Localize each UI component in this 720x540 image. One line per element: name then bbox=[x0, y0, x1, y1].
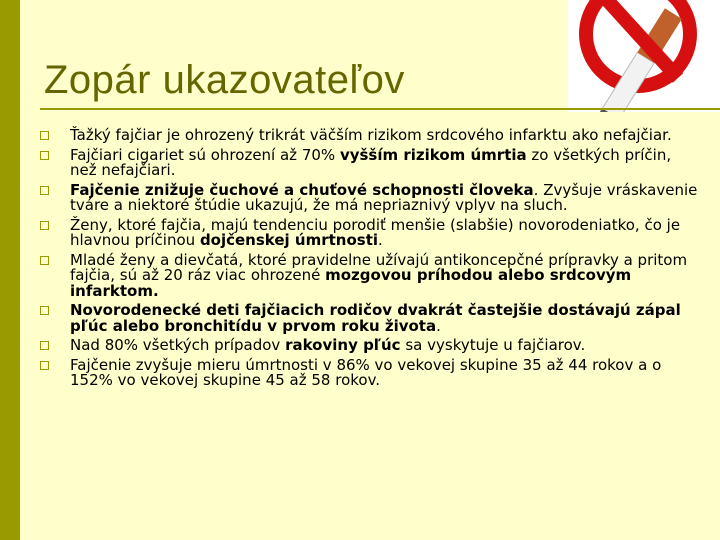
list-item bbox=[40, 180, 700, 214]
bold-text-segment: mozgovou príhodou alebo srdcovým infarktom. bbox=[70, 266, 632, 300]
bold-text-segment: rakoviny pľúc bbox=[285, 336, 401, 354]
square-bullet-icon bbox=[40, 341, 49, 350]
bullet-list bbox=[40, 128, 700, 393]
text-segment: Ženy, ktoré fajčia, majú tendenciu porodiť menšie (slabšie) novorodeniatko, čo je hlavnou príčinou bbox=[70, 215, 681, 249]
square-bullet-icon bbox=[40, 361, 49, 370]
text-segment: Fajčenie zvyšuje mieru úmrtnosti v 86% vo vekovej skupine 35 až 44 rokov a o 152% vo vekovej skupine 45 až 58 rokov. bbox=[70, 355, 662, 389]
bold-text-segment: dojčenskej úmrtnosti bbox=[199, 231, 379, 249]
list-item bbox=[40, 215, 700, 249]
square-bullet-icon bbox=[40, 221, 49, 230]
text-segment: Ťažký fajčiar je ohrozený trikrát väčším rizikom srdcového infarktu ako nefajčiar. bbox=[70, 126, 672, 144]
square-bullet-icon bbox=[40, 186, 49, 195]
square-bullet-icon bbox=[40, 256, 49, 265]
list-item bbox=[40, 338, 700, 354]
square-bullet-icon bbox=[40, 131, 49, 140]
text-segment: sa vyskytuje u fajčiarov. bbox=[400, 336, 586, 354]
text-segment: . bbox=[436, 316, 441, 335]
text-segment: Nad 80% všetkých prípadov bbox=[70, 336, 286, 354]
list-item bbox=[40, 303, 700, 334]
text-segment: . bbox=[378, 231, 383, 249]
no-smoking-cigarette-icon bbox=[568, 0, 720, 112]
square-bullet-icon bbox=[40, 306, 49, 315]
list-item bbox=[40, 355, 700, 389]
slide-title: Zopár ukazovateľov bbox=[44, 58, 405, 102]
text-segment: . Zvyšuje vráskavenie tváre a niektoré štúdie ukazujú, že má nepriaznivý vplyv na sluch. bbox=[70, 180, 698, 214]
bold-text-segment: vyšším rizikom úmrtia bbox=[339, 145, 527, 164]
top-band bbox=[20, 0, 580, 52]
list-item bbox=[40, 145, 700, 179]
left-accent-bar bbox=[0, 0, 20, 540]
square-bullet-icon bbox=[40, 151, 49, 160]
list-item bbox=[40, 128, 700, 144]
bold-text-segment: Fajčenie znižuje čuchové a chuťové schopnosti človeka bbox=[70, 180, 534, 199]
text-segment: zo všetkých príčin, než nefajčiari. bbox=[70, 145, 672, 179]
text-segment: Fajčiari cigariet sú ohrození až 70% bbox=[70, 145, 340, 164]
bold-text-segment: Novorodenecké deti fajčiacich rodičov dvakrát častejšie dostávajú zápal pľúc alebo bronchitídu v prvom roku života bbox=[70, 301, 681, 335]
text-segment: Mladé ženy a dievčatá, ktoré pravidelne užívajú antikoncepčné prípravky a pritom fajčia, sú až 20 ráz viac ohrozené bbox=[70, 250, 688, 284]
list-item bbox=[40, 250, 700, 300]
title-underline bbox=[40, 108, 720, 110]
